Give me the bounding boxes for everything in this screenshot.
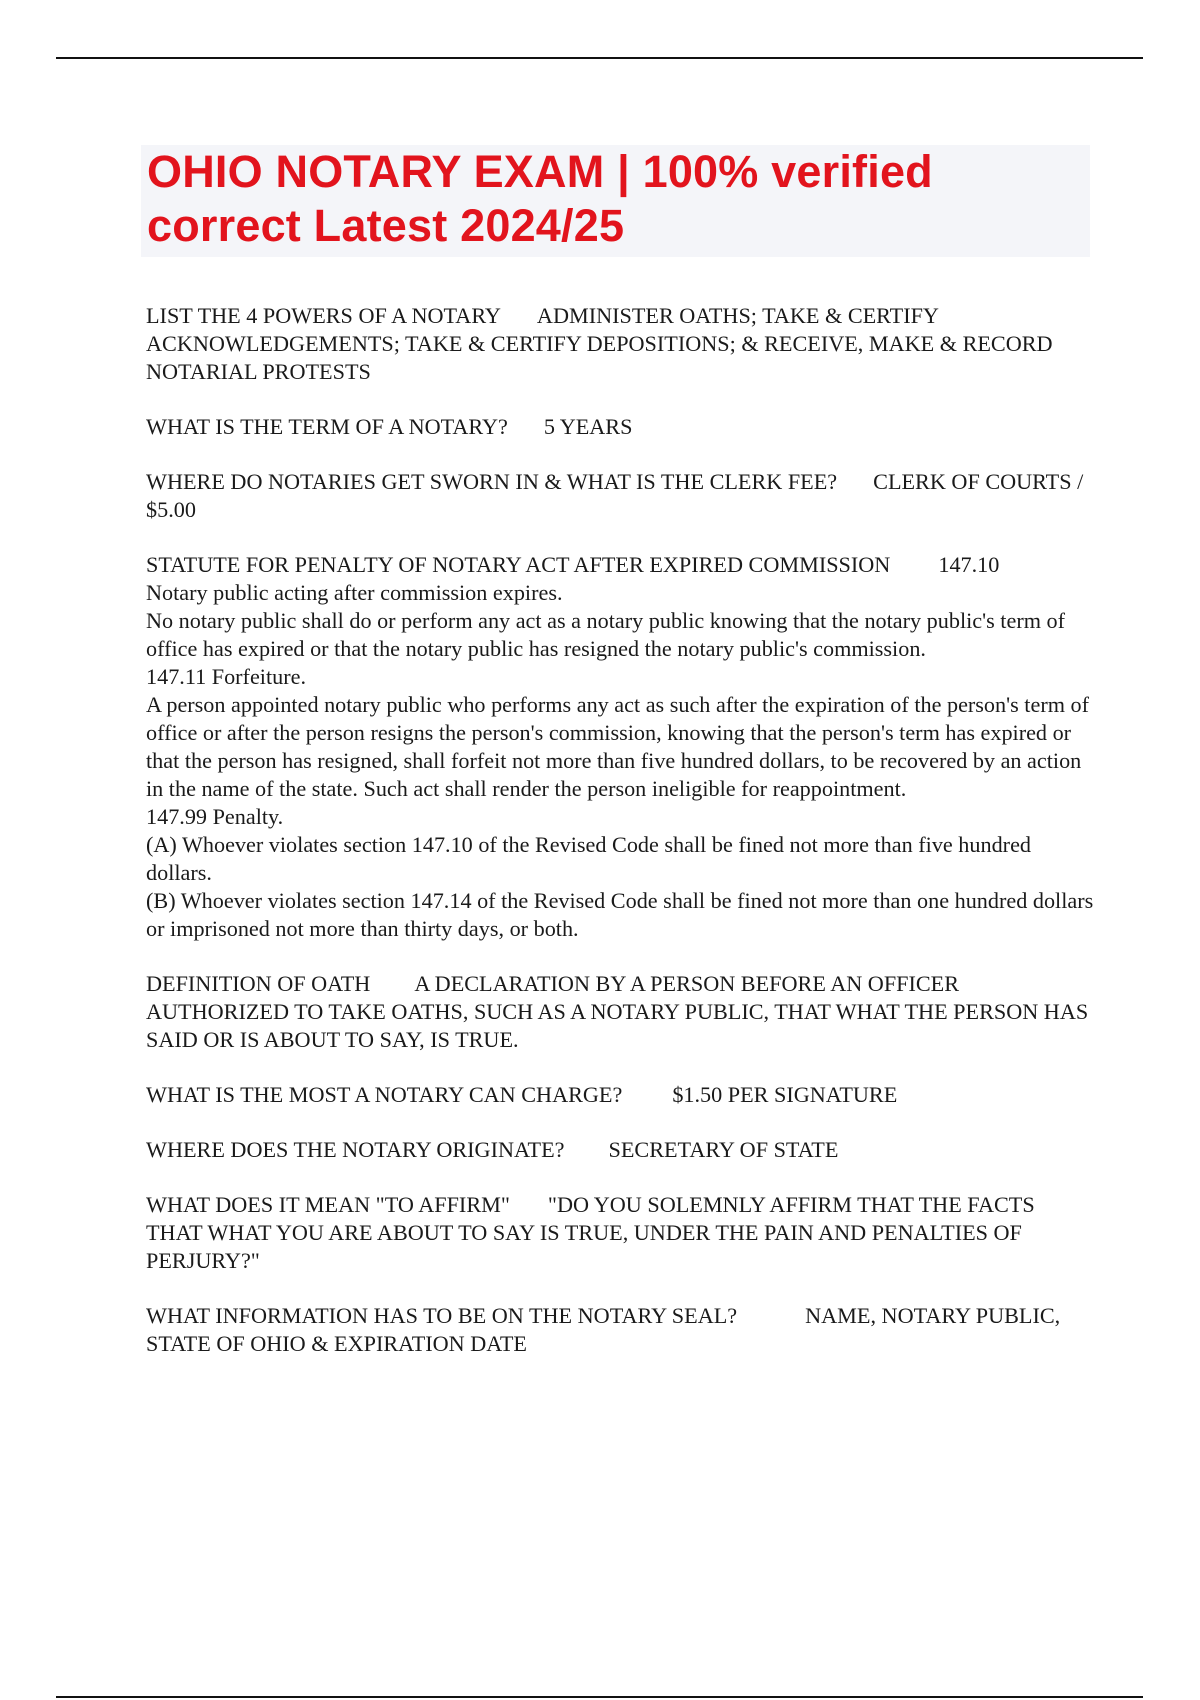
qa-item-originate	[146, 1136, 1096, 1164]
title-banner	[141, 145, 1090, 257]
title-line-1: OHIO NOTARY EXAM | 100% verified	[147, 146, 933, 197]
question: WHAT DOES IT MEAN "TO AFFIRM"	[146, 1192, 510, 1217]
answer: CLERK OF COURTS / $5.00	[146, 469, 1084, 522]
answer: 147.10	[938, 552, 1000, 577]
statute-text: Notary public acting after commission expires.	[146, 580, 563, 605]
question: WHERE DO NOTARIES GET SWORN IN & WHAT IS THE CLERK FEE?	[146, 469, 838, 494]
question: DEFINITION OF OATH	[146, 971, 371, 996]
statute-text: 147.99 Penalty.	[146, 804, 284, 829]
statute-text: 147.11 Forfeiture.	[146, 664, 307, 689]
question: STATUTE FOR PENALTY OF NOTARY ACT AFTER EXPIRED COMMISSION	[146, 552, 891, 577]
qa-item-oath	[146, 970, 1096, 1054]
question: WHERE DOES THE NOTARY ORIGINATE?	[146, 1137, 565, 1162]
qa-item-statute	[146, 551, 1096, 943]
answer: ADMINISTER OATHS; TAKE & CERTIFY ACKNOWLEDGEMENTS; TAKE & CERTIFY DEPOSITIONS; & RECEIVE, MAKE & RECORD NOTARIAL PROTESTS	[146, 303, 1053, 384]
bottom-rule	[56, 1696, 1143, 1698]
answer: $1.50 PER SIGNATURE	[672, 1082, 898, 1107]
answer: 5 YEARS	[543, 414, 633, 439]
qa-item-term	[146, 413, 1096, 441]
question: WHAT IS THE MOST A NOTARY CAN CHARGE?	[146, 1082, 623, 1107]
qa-item-sworn-in	[146, 468, 1096, 524]
answer: NAME, NOTARY PUBLIC, STATE OF OHIO & EXPIRATION DATE	[146, 1303, 1061, 1356]
qa-item-charge	[146, 1081, 1096, 1109]
qa-item-affirm	[146, 1191, 1096, 1275]
document-title	[147, 145, 1090, 253]
statute-heading	[146, 551, 1096, 579]
question: WHAT INFORMATION HAS TO BE ON THE NOTARY SEAL?	[146, 1303, 738, 1328]
answer: "DO YOU SOLEMNLY AFFIRM THAT THE FACTS THAT WHAT YOU ARE ABOUT TO SAY IS TRUE, UNDER THE PAIN AND PENALTIES OF PERJURY?"	[146, 1192, 1035, 1273]
qa-list	[146, 302, 1096, 1385]
title-line-2: correct Latest 2024/25	[147, 200, 625, 251]
answer: SECRETARY OF STATE	[608, 1137, 839, 1162]
qa-item-powers	[146, 302, 1096, 386]
statute-text: (A) Whoever violates section 147.10 of the Revised Code shall be fined not more than five hundred dollars.	[146, 832, 1032, 885]
statute-text: No notary public shall do or perform any act as a notary public knowing that the notary public's term of office has expired or that the notary public has resigned the notary public's commission.	[146, 608, 1065, 661]
qa-item-seal	[146, 1302, 1096, 1358]
statute-text: A person appointed notary public who performs any act as such after the expiration of the person's term of office or after the person resigns the person's commission, knowing that the person's term has expired or that the person has resigned, shall forfeit not more than five hundred dollars, to be recovered by an action in the name of the state. Such act shall render the person ineligible for reappointment.	[146, 692, 1089, 801]
statute-text: (B) Whoever violates section 147.14 of the Revised Code shall be fined not more than one hundred dollars or imprisoned not more than thirty days, or both.	[146, 888, 1094, 941]
answer: A DECLARATION BY A PERSON BEFORE AN OFFICER AUTHORIZED TO TAKE OATHS, SUCH AS A NOTARY PUBLIC, THAT WHAT THE PERSON HAS SAID OR IS ABOUT TO SAY, IS TRUE.	[146, 971, 1089, 1052]
question: WHAT IS THE TERM OF A NOTARY?	[146, 414, 508, 439]
question: LIST THE 4 POWERS OF A NOTARY	[146, 303, 501, 328]
top-rule	[56, 57, 1143, 59]
